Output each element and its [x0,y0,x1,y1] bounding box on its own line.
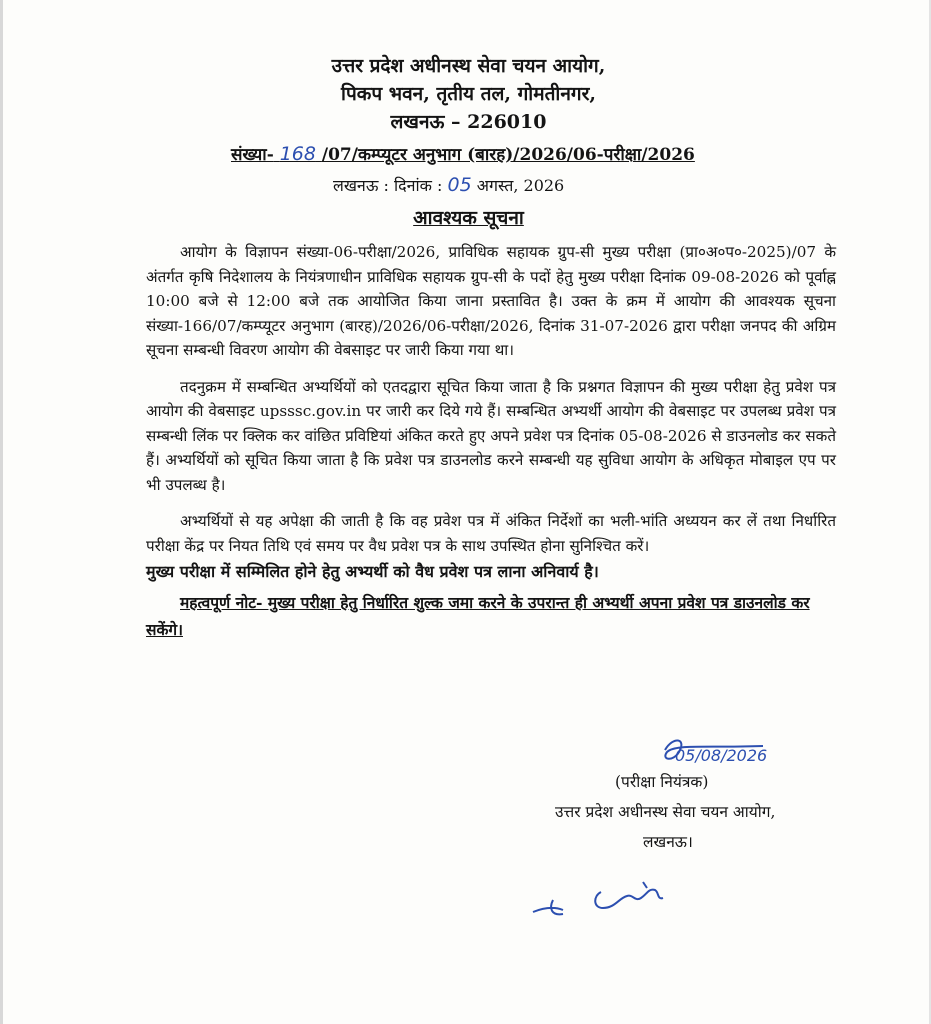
initials-scribble-icon [523,868,693,928]
letterhead-org: उत्तर प्रदेश अधीनस्थ सेवा चयन आयोग, [331,55,606,77]
paragraph-2: तदनुक्रम में सम्बन्धित अभ्यर्थियों को एतदद्वारा सूचित किया जाता है कि प्रश्नगत विज्ञापन की मुख्य परीक्षा हेतु प्रवेश पत्र आयोग की वेबसाइट upsssc.gov.in पर जारी कर दिये गये हैं। सम्बन्धित अभ्यर्थी आयोग की वेबसाइट पर उपलब्ध प्रवेश पत्र सम्बन्धी लिंक पर क्लिक कर वांछित प्रविष्टियां अंकित करते हुए अपने प्रवेश पत्र दिनांक 05-08-2026 से डाउनलोड कर सकते हैं। अभ्यर्थियों को सूचित किया जाता है कि प्रवेश पत्र डाउनलोड करने सम्बन्धी यह सुविधा आयोग के अधिकृत मोबाइल एप पर भी उपलब्ध है। [146,377,836,494]
handwritten-signature-date: 05/08/2026 [675,746,768,765]
letterhead-address: पिकप भवन, तृतीय तल, गोमतीनगर, [341,83,596,105]
date-city: लखनऊ : [333,176,389,195]
date-month-year: अगस्त, 2026 [476,176,565,195]
handwritten-day: 05 [447,174,472,196]
reference-suffix: /07/कम्प्यूटर अनुभाग (बारह)/2026/06-परीक्षा/2026 [321,145,695,165]
subject-heading [3,204,931,230]
letterhead [3,52,931,136]
reference-prefix: संख्या- [231,145,274,165]
signatory-city: लखनऊ। [643,833,693,851]
mandatory-admit-card-statement: मुख्य परीक्षा में सम्मिलित होने हेतु अभ्यर्थी को वैध प्रवेश पत्र लाना अनिवार्य है। [146,562,599,581]
reference-number [231,142,721,165]
handwritten-reference-number: 168 [279,143,316,165]
date-label: दिनांक : [393,176,443,195]
signatory-organization: उत्तर प्रदेश अधीनस्थ सेवा चयन आयोग, [555,803,776,821]
date-line [333,174,564,196]
subject-text: आवश्यक सूचना [413,207,524,229]
paragraph-3: अभ्यर्थियों से यह अपेक्षा की जाती है कि वह प्रवेश पत्र में अंकित निर्देशों का भली-भांति अध्ययन कर लें तथा निर्धारित परीक्षा केंद्र पर नियत तिथि एवं समय पर वैध प्रवेश पत्र के साथ उपस्थित होना सुनिश्चित करें। [146,512,836,555]
signatory-designation: (परीक्षा नियंत्रक) [615,773,709,791]
paragraph-1: आयोग के विज्ञापन संख्या-06-परीक्षा/2026, प्राविधिक सहायक ग्रुप-सी मुख्य परीक्षा (प्रा०अ०प०-2025)/07 के अंतर्गत कृषि निदेशालय के नियंत्रणाधीन प्राविधिक सहायक ग्रुप-सी के पदों हेतु मुख्य परीक्षा दिनांक 09-08-2026 को पूर्वाह्न 10:00 बजे से 12:00 बजे तक आयोजित किया जाना प्रस्तावित है। उक्त के क्रम में आयोग की आवश्यक सूचना संख्या-166/07/कम्प्यूटर अनुभाग (बारह)/2026/06-परीक्षा/2026, दिनांक 31-07-2026 द्वारा परीक्षा जनपद की अग्रिम सूचना सम्बन्धी विवरण आयोग की वेबसाइट पर जारी किया गया था। [146,243,836,359]
letterhead-city: लखनऊ – 226010 [390,111,547,133]
important-note: महत्वपूर्ण नोट- मुख्य परीक्षा हेतु निर्धारित शुल्क जमा करने के उपरान्त ही अभ्यर्थी अपना प्रवेश पत्र डाउनलोड कर सकेंगे। [146,592,810,639]
notice-body [146,240,836,643]
